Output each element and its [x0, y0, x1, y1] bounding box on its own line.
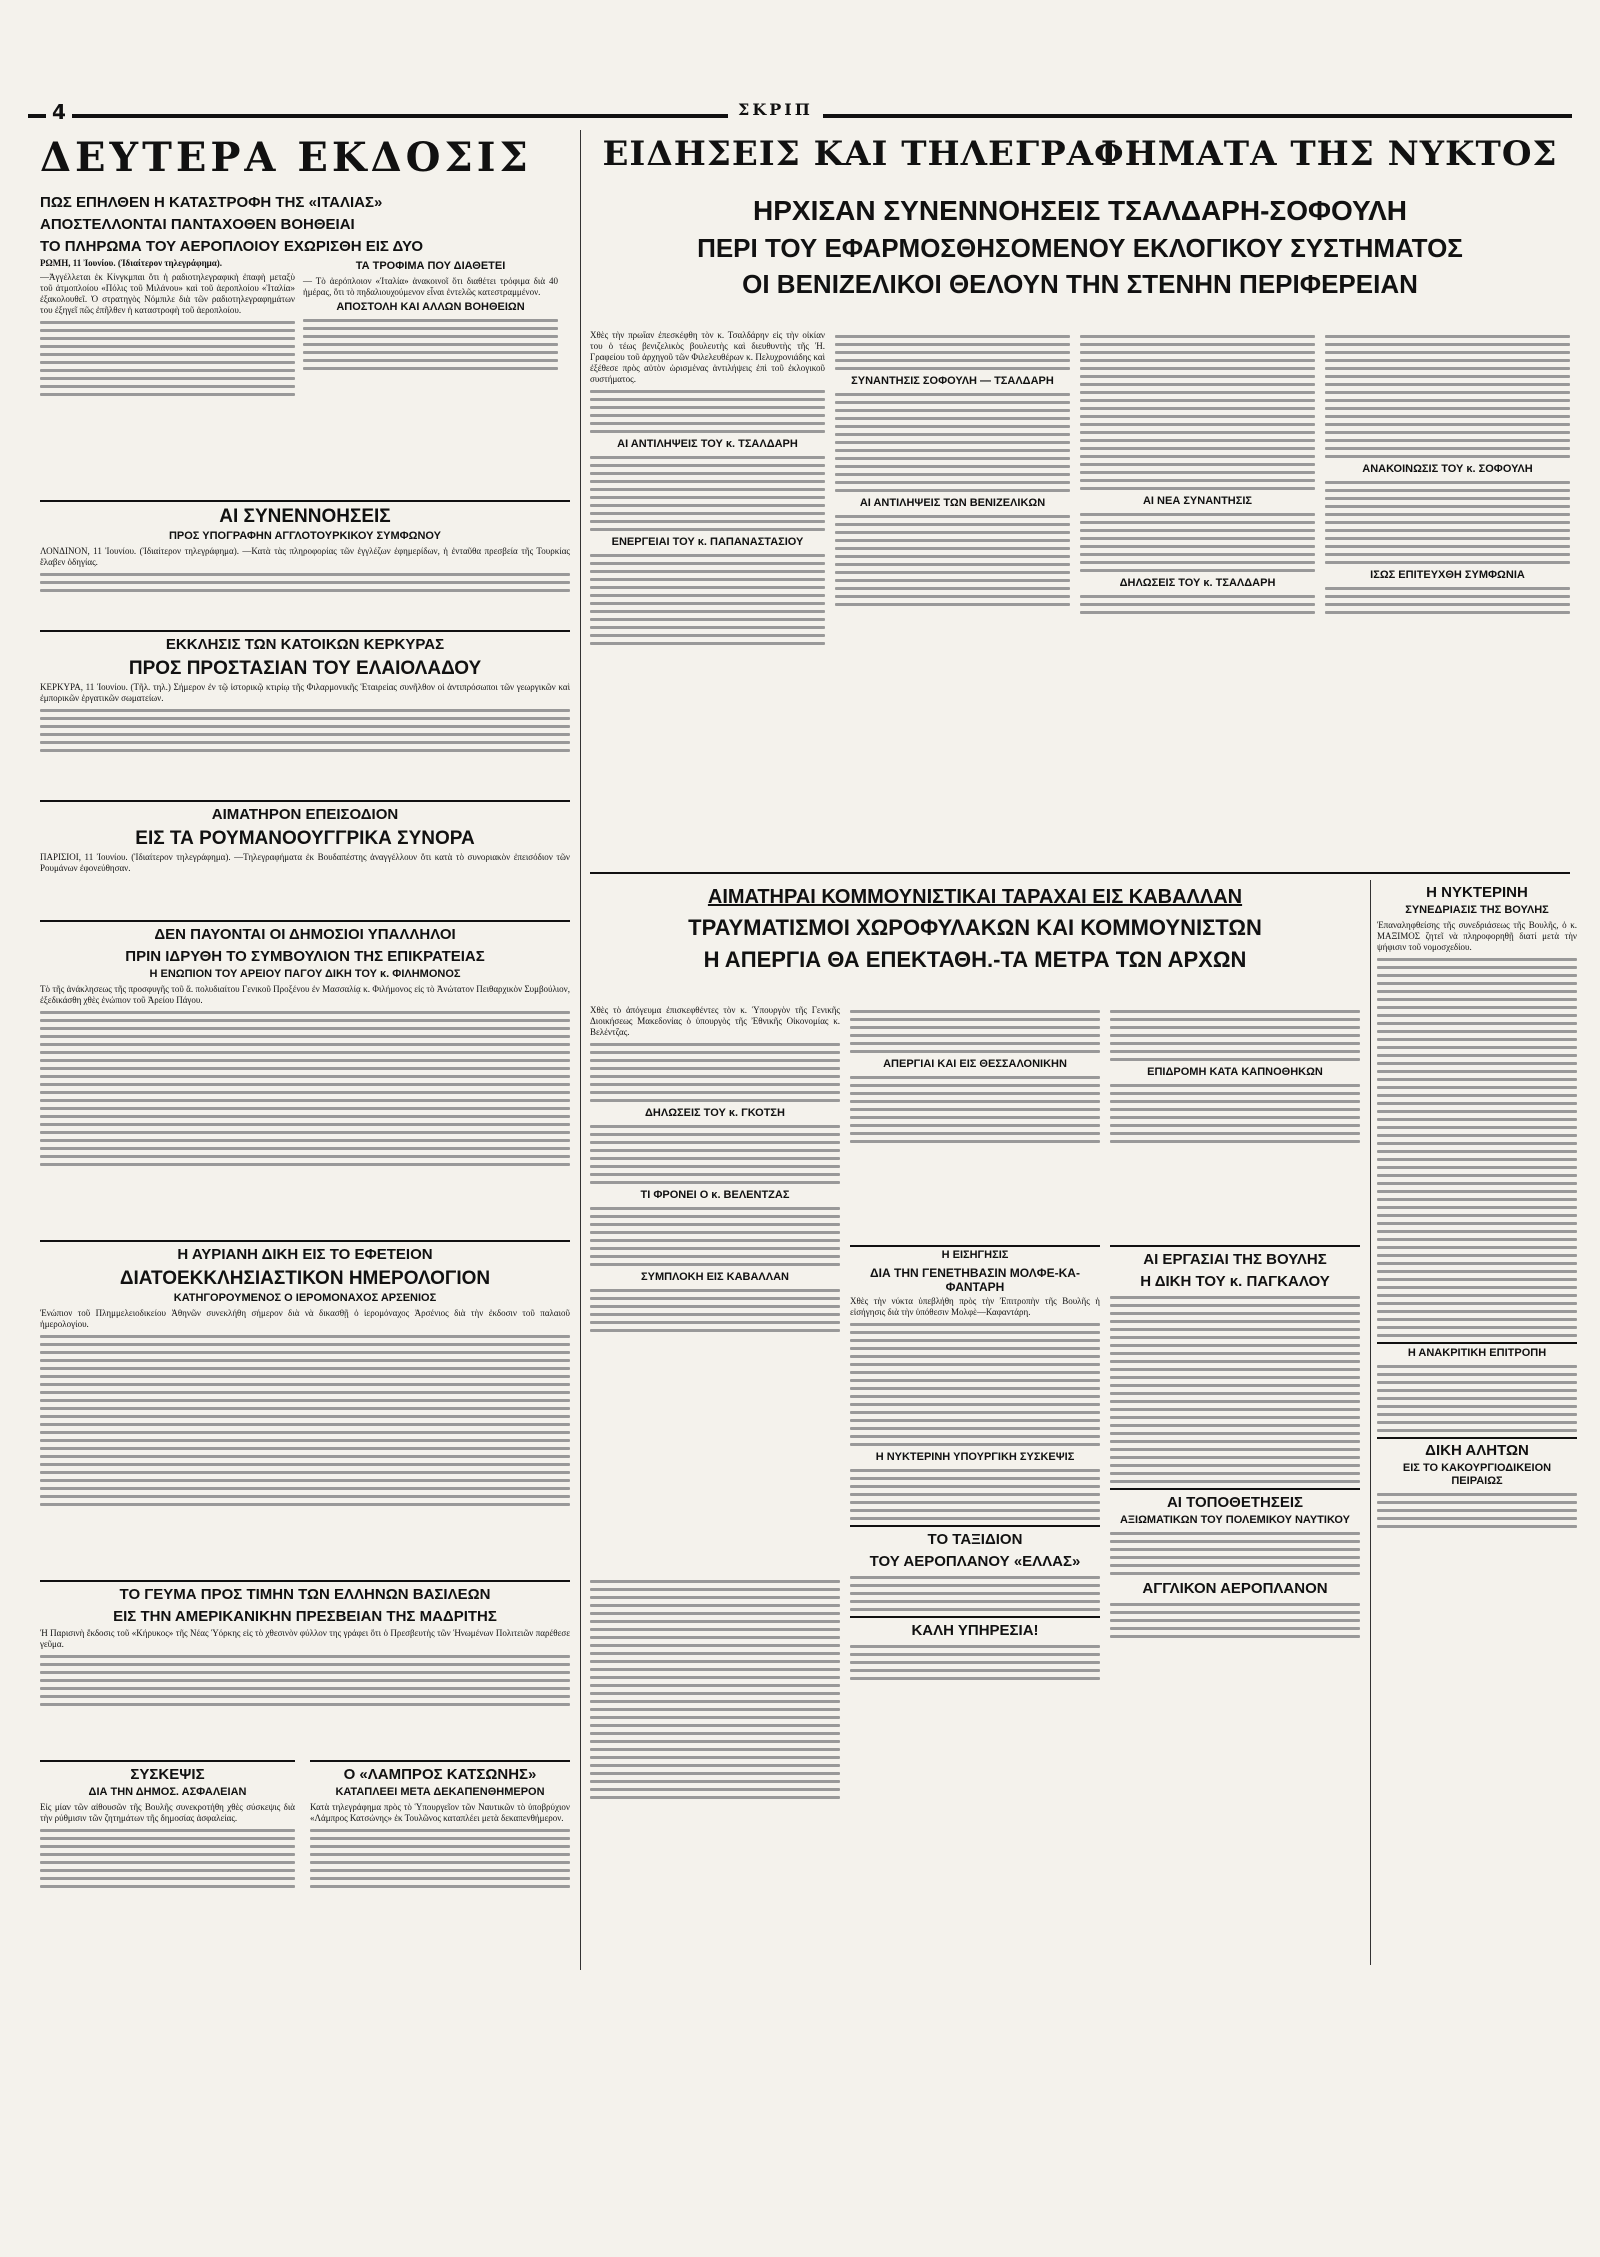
story-subhead: ΔΗΛΩΣΕΙΣ ΤΟΥ κ. ΤΣΑΛΔΑΡΗ [1119, 577, 1276, 589]
story-subhead: ΤΙ ΦΡΟΝΕΙ Ο κ. ΒΕΛΕΝΤΖΑΣ [640, 1189, 790, 1201]
text-filler [310, 1829, 570, 1888]
left-story-submarine [310, 1760, 570, 1962]
text-filler [590, 1043, 840, 1102]
story-headline: ΟΙ ΒΕΝΙΖΕΛΙΚΟΙ ΘΕΛΟΥΝ ΤΗΝ ΣΤΕΝΗΝ ΠΕΡΙΦΕΡΕΙΑΝ [742, 269, 1418, 299]
text-filler [590, 1289, 840, 1332]
story-headline: ΗΡΧΙΣΑΝ ΣΥΝΕΝΝΟΗΣΕΙΣ ΤΣΑΛΔΑΡΗ-ΣΟΦΟΥΛΗ [753, 195, 1407, 226]
story-subhead: ΔΙΑ ΤΗΝ ΔΗΜΟΣ. ΑΣΦΑΛΕΙΑΝ [88, 1786, 247, 1798]
story-subhead: Η ΕΙΣΗΓΗΣΙΣ [941, 1249, 1009, 1261]
story-headline: ΑΓΓΛΙΚΟΝ ΑΕΡΟΠΛΑΝΟΝ [1142, 1580, 1328, 1597]
text-filler [850, 1076, 1100, 1143]
story-headline: ΤΟΥ ΑΕΡΟΠΛΑΝΟΥ «ΕΛΛΑΣ» [869, 1553, 1081, 1570]
story-headline: Η ΝΥΚΤΕΡΙΝΗ [1426, 884, 1528, 901]
kavala-col1 [590, 1005, 840, 1565]
story-subhead: ΑΙ ΑΝΤΙΛΗΨΕΙΣ ΤΩΝ ΒΕΝΙΖΕΛΙΚΩΝ [859, 497, 1046, 509]
text-filler [40, 1829, 295, 1888]
story-headline: ΔΙΚΗ ΑΛΗΤΩΝ [1377, 1437, 1577, 1460]
story-subhead: ΚΑΤΑΠΛΕΕΙ ΜΕΤΑ ΔΕΚΑΠΕΝΘΗΜΕΡΟΝ [335, 1786, 545, 1798]
text-filler [1110, 1603, 1360, 1638]
story-headline: ΠΡΙΝ ΙΔΡΥΘΗ ΤΟ ΣΥΜΒΟΥΛΙΟΝ ΤΗΣ ΕΠΙΚΡΑΤΕΙΑΣ [125, 948, 485, 965]
story-headline: ΔΙΑ ΤΗΝ ΓΕΝΕΤΗΒΑΣΙΝ ΜΟΛΦΕ-ΚΑ-ΦΑΝΤΑΡΗ [870, 1266, 1080, 1294]
story-text: Τὸ τῆς ἀνάκλησεως τῆς προσφυγῆς τοῦ ἄ. πολυδιαίτου Γενικοῦ Προξένου ἐν Μασσαλίᾳ κ. Φιλήμονος εἰς τὸ Ἀνώτατον Πειθαρχικὸν Συμβούλιον, ἐξεδικάσθη χθὲς ἐνώπιον τοῦ Ἀρείου Πάγου. [40, 984, 570, 1005]
story-headline: ΔΕΝ ΠΑΥΟΝΤΑΙ ΟΙ ΔΗΜΟΣΙΟΙ ΥΠΑΛΛΗΛΟΙ [154, 926, 456, 943]
story-text: Εἰς μίαν τῶν αἰθουσῶν τῆς Βουλῆς συνεκροτήθη χθὲς σύσκεψις διὰ τὴν ρύθμισιν τῶν ζητημάτων τῆς δημοσίας ἀσφαλείας. [40, 1802, 295, 1823]
story-headline: ΤΡΑΥΜΑΤΙΣΜΟΙ ΧΩΡΟΦΥΛΑΚΩΝ ΚΑΙ ΚΟΜΜΟΥΝΙΣΤΩΝ [688, 915, 1262, 940]
story-headline: Ο «ΛΑΜΠΡΟΣ ΚΑΤΣΩΝΗΣ» [343, 1766, 537, 1783]
story-dateline: ΡΩΜΗ, 11 Ἰουνίου. (Ἰδιαίτερον τηλεγράφημα). [40, 258, 223, 268]
story-subhead: Η ΑΝΑΚΡΙΤΙΚΗ ΕΠΙΤΡΟΠΗ [1377, 1342, 1577, 1360]
story-headline: ΚΑΛΗ ΥΠΗΡΕΣΙΑ! [850, 1616, 1100, 1640]
story-text: Ἐνώπιον τοῦ Πλημμελειοδικείου Ἀθηνῶν συνεκλήθη σήμερον διὰ νὰ δικασθῇ ὁ ἱερομόναχος Ἀρσένιος διὰ τὴν ἐκδοσιν τοῦ παλαιοῦ ἡμερολογίου. [40, 1308, 570, 1329]
text-filler [1377, 958, 1577, 1337]
story-headline: Η ΔΙΚΗ ΤΟΥ κ. ΠΑΓΚΑΛΟΥ [1140, 1273, 1330, 1290]
story-subhead: ΣΥΝΕΔΡΙΑΣΙΣ ΤΗΣ ΒΟΥΛΗΣ [1405, 904, 1549, 916]
text-filler [590, 456, 825, 531]
text-filler [850, 1645, 1100, 1680]
story-headline: Η ΑΥΡΙΑΝΗ ΔΙΚΗ ΕΙΣ ΤΟ ΕΦΕΤΕΙΟΝ [177, 1246, 433, 1263]
story-text: Χθὲς τὴν πρωΐαν ἐπεσκέφθη τὸν κ. Τσαλδάρην εἰς τὴν οἰκίαν του ὁ τέως βενιζελικὸς βουλευτὴς καὶ διευθυντὴς τῆς Ἡ. Γραφείου τοῦ ἀρχηγοῦ τῶν Φιλελευθέρων κ. Πελυχρονιάδης καὶ ἐξέθεσε πρὸς αὐτὸν ὡρισμένας ἀντιλήψεις ἐπὶ τοῦ ἐκλογικοῦ συστήματος. [590, 330, 825, 384]
story-text: Ἐπαναληφθείσης τῆς συνεδριάσεως τῆς Βουλῆς, ὁ κ. ΜΑΞΙΜΟΣ ζητεῖ νὰ πληροφορηθῇ διατί μετὰ τὴν ψήφισιν τοῦ νομοσχεδίου. [1377, 920, 1577, 952]
text-filler [835, 393, 1070, 492]
left-story-madrid [40, 1580, 570, 1752]
column-divider [580, 130, 581, 1970]
kavala-col3 [1110, 1005, 1360, 1235]
text-filler [590, 1125, 840, 1184]
story-subhead: ΕΙΣ ΤΟ ΚΑΚΟΥΡΓΙΟΔΙΚΕΙΟΝ ΠΕΙΡΑΙΩΣ [1402, 1462, 1552, 1487]
masthead [28, 100, 1572, 126]
text-filler [1080, 595, 1315, 614]
right-lead-col1 [590, 330, 825, 860]
story-headline: ΕΚΚΛΗΣΙΣ ΤΩΝ ΚΑΤΟΙΚΩΝ ΚΕΡΚΥΡΑΣ [165, 636, 445, 653]
text-filler [40, 1335, 570, 1506]
story-headline: ΑΠΟΣΤΕΛΛΟΝΤΑΙ ΠΑΝΤΑΧΟΘΕΝ ΒΟΗΘΕΙΑΙ [40, 216, 355, 233]
story-text: ΚΕΡΚΥΡΑ, 11 Ἰουνίου. (Τῆλ. τηλ.) Σήμερον ἐν τῷ ἱστορικῷ κτιρίῳ τῆς Φιλαρμονικῆς Ἑταιρείας συνῆλθον οἱ ἀντιπρόσωποι τῶν γεωργικῶν καὶ ἐμπορικῶν ἐργατικῶν σωματείων. [40, 682, 570, 703]
text-filler [40, 573, 570, 592]
text-filler [40, 1655, 570, 1706]
story-subhead: ΑΠΕΡΓΙΑΙ ΚΑΙ ΕΙΣ ΘΕΣΣΑΛΟΝΙΚΗΝ [883, 1058, 1067, 1070]
story-text: —Ἀγγέλλεται ἐκ Κίνγκμπαι ὅτι ἡ ραδιοτηλεγραφικὴ ἐπαφὴ μεταξὺ τοῦ ἀτμοπλοίου «Πόλις τοῦ Μιλάνου» καὶ τοῦ ἀεροπλοίου «Ἰταλία» ἐξακολουθεῖ. Ὁ στρατηγὸς Νόμπιλε διὰ τῶν ραδιοτηλεγραφημάτων του ἐξηγεῖ πῶς ἐπῆλθεν ἡ καταστροφὴ τοῦ ἀεροπλοίου. [40, 272, 295, 315]
right-lead-col3 [1080, 330, 1315, 860]
story-subhead: ΑΞΙΩΜΑΤΙΚΩΝ ΤΟΥ ΠΟΛΕΜΙΚΟΥ ΝΑΥΤΙΚΟΥ [1119, 1514, 1350, 1526]
right-lead-col4 [1325, 330, 1570, 860]
text-filler [850, 1010, 1100, 1053]
story-subhead: ΚΑΤΗΓΟΡΟΥΜΕΝΟΣ Ο ΙΕΡΟΜΟΝΑΧΟΣ ΑΡΣΕΝΙΟΣ [173, 1292, 437, 1304]
story-headline: ΑΙ ΕΡΓΑΣΙΑΙ ΤΗΣ ΒΟΥΛΗΣ [1143, 1251, 1327, 1268]
text-filler [1325, 481, 1570, 564]
section-rule [590, 872, 1570, 874]
story-headline: ΠΕΡΙ ΤΟΥ ΕΦΑΡΜΟΣΘΗΣΟΜΕΝΟΥ ΕΚΛΟΓΙΚΟΥ ΣΥΣΤΗΜΑΤΟΣ [697, 233, 1463, 263]
story-subhead: ΔΗΛΩΣΕΙΣ ΤΟΥ κ. ΓΚΟΤΣΗ [645, 1107, 785, 1119]
story-headline: ΑΙΜΑΤΗΡΑΙ ΚΟΜΜΟΥΝΙΣΤΙΚΑΙ ΤΑΡΑΧΑΙ ΕΙΣ ΚΑΒΑΛΛΑΝ [707, 886, 1243, 908]
story-subhead: ΑΙ ΝΕΑ ΣΥΝΑΝΤΗΣΙΣ [1142, 495, 1253, 507]
story-text: — Τὸ ἀερόπλοιον «Ἰταλία» ἀνακοινοῖ ὅτι διαθέτει τρόφιμα διὰ 40 ἡμέρας, ὅτι τὸ πηδαλιουχούμενον εἶναι ἐντελῶς κατεστραμμένον. [303, 276, 558, 297]
text-filler [1325, 335, 1570, 458]
story-subhead: ΙΣΩΣ ΕΠΙΤΕΥΧΘΗ ΣΥΜΦΩΝΙΑ [1370, 569, 1525, 581]
right-lead-col2 [835, 330, 1070, 860]
text-filler [850, 1576, 1100, 1611]
page-number: 4 [46, 100, 72, 124]
story-text: Κατὰ τηλεγράφημα πρὸς τὸ Ὑπουργεῖον τῶν Ναυτικῶν τὸ ὑποβρύχιον «Λάμπρος Κατσώνης» ἐκ Τουλῶνος καταπλέει μετὰ δεκαπενθήμερον. [310, 1802, 570, 1823]
story-headline: ΔΙΑΤΟΕΚΚΛΗΣΙΑΣΤΙΚΟΝ ΗΜΕΡΟΛΟΓΙΟΝ [119, 1268, 491, 1289]
story-headline: ΤΟ ΤΑΞΙΔΙΟΝ [850, 1525, 1100, 1549]
story-subhead: ΠΡΟΣ ΥΠΟΓΡΑΦΗΝ ΑΓΓΛΟΤΟΥΡΚΙΚΟΥ ΣΥΜΦΩΝΟΥ [168, 530, 442, 542]
story-text: ΛΟΝΔΙΝΟΝ, 11 Ἰουνίου. (Ἰδιαίτερον τηλεγράφημα). —Κατὰ τὰς πληροφορίας τῶν ἐγγλέζων ἐφημερίδων, ἡ ἐνταῦθα πρεσβεία τῆς Τουρκίας ἔλαβεν ὁδηγίας. [40, 546, 570, 567]
text-filler [1110, 1010, 1360, 1061]
story-subhead: ΕΝΕΡΓΕΙΑΙ ΤΟΥ κ. ΠΑΠΑΝΑΣΤΑΣΙΟΥ [611, 536, 804, 548]
story-headline: ΑΙ ΣΥΝΕΝΝΟΗΣΕΙΣ [219, 506, 391, 527]
left-story-calendar [40, 1240, 570, 1572]
story-headline: ΕΙΣ ΤΗΝ ΑΜΕΡΙΚΑΝΙΚΗΝ ΠΡΕΣΒΕΙΑΝ ΤΗΣ ΜΑΔΡΙΤΗΣ [113, 1608, 497, 1625]
text-filler [835, 335, 1070, 370]
text-filler [590, 390, 825, 433]
text-filler [1377, 1365, 1577, 1432]
right-col3-lower [850, 1245, 1100, 1967]
story-subhead: ΣΥΜΠΛΟΚΗ ΕΙΣ ΚΑΒΑΛΛΑΝ [641, 1271, 789, 1283]
text-filler [850, 1469, 1100, 1520]
story-subhead: ΑΝΑΚΟΙΝΩΣΙΣ ΤΟΥ κ. ΣΟΦΟΥΛΗ [1362, 463, 1533, 475]
story-subhead: ΤΑ ΤΡΟΦΙΜΑ ΠΟΥ ΔΙΑΘΕΤΕΙ [355, 260, 506, 272]
story-headline: ΕΙΣ ΤΑ ΡΟΥΜΑΝΟΟΥΓΓΡΙΚΑ ΣΥΝΟΡΑ [135, 828, 475, 849]
paper-name: ΣΚΡΙΠ [728, 100, 823, 119]
text-filler [1080, 513, 1315, 572]
text-filler [40, 1011, 570, 1166]
text-filler [590, 554, 825, 645]
right-lead-headlines [590, 190, 1570, 320]
text-filler [590, 1207, 840, 1266]
story-subhead: Η ΕΝΩΠΙΟΝ ΤΟΥ ΑΡΕΙΟΥ ΠΑΓΟΥ ΔΙΚΗ ΤΟΥ κ. ΦΙΛΗΜΟΝΟΣ [149, 968, 461, 980]
story-headline: ΤΟ ΠΛΗΡΩΜΑ ΤΟΥ ΑΕΡΟΠΛΟΙΟΥ ΕΧΩΡΙΣΘΗ ΕΙΣ ΔΥΟ [40, 238, 424, 255]
story-headline: ΠΡΟΣ ΠΡΟΣΤΑΣΙΑΝ ΤΟΥ ΕΛΑΙΟΛΑΔΟΥ [128, 658, 482, 679]
text-filler [303, 319, 558, 370]
story-subhead: Η ΝΥΚΤΕΡΙΝΗ ΥΠΟΥΡΓΙΚΗ ΣΥΣΚΕΨΙΣ [875, 1451, 1075, 1463]
text-filler [1110, 1532, 1360, 1575]
story-text: Ἡ Παρισινὴ ἔκδοσις τοῦ «Κήρυκος» τῆς Νέας Ὑόρκης εἰς τὸ χθεσινὸν φύλλον της γράφει ὅτι ὁ Πρεσβευτὴς τῶν Ἡνωμένων Πολιτειῶν παρέθεσε γεῦμα. [40, 1628, 570, 1649]
story-headline: ΣΥΣΚΕΨΙΣ [130, 1766, 205, 1783]
left-story-italia [40, 190, 570, 490]
kavala-col1-continued [590, 1575, 840, 1965]
text-filler [1377, 1493, 1577, 1528]
left-story-corfu [40, 630, 570, 792]
text-filler [590, 1580, 840, 1799]
left-story-border [40, 800, 570, 912]
right-col4-middle [1110, 1245, 1360, 1967]
story-headline: ΤΟ ΓΕΥΜΑ ΠΡΟΣ ΤΙΜΗΝ ΤΩΝ ΕΛΛΗΝΩΝ ΒΑΣΙΛΕΩΝ [119, 1586, 491, 1603]
story-headline: ΠΩΣ ΕΠΗΛΘΕΝ Η ΚΑΤΑΣΤΡΟΦΗ ΤΗΣ «ΙΤΑΛΙΑΣ» [40, 194, 383, 211]
newspaper-page [28, 30, 1577, 2230]
text-filler [850, 1323, 1100, 1446]
story-text: ΠΑΡΙΣΙΟΙ, 11 Ἰουνίου. (Ἰδιαίτερον τηλεγράφημα). —Τηλεγραφήματα ἐκ Βουδαπέστης ἀναγγέλλουν ὅτι κατὰ τὸ συνοριακὸν ἐπεισόδιον τῶν Ρουμάνων ἐφονεύθησαν. [40, 852, 570, 873]
text-filler [1110, 1296, 1360, 1483]
right-main-title: ΕΙΔΗΣΕΙΣ ΚΑΙ ΤΗΛΕΓΡΑΦΗΜΑΤΑ ΤΗΣ ΝΥΚΤΟΣ [602, 134, 1558, 174]
text-filler [835, 515, 1070, 606]
left-story-officials [40, 920, 570, 1232]
story-subhead: ΑΙ ΑΝΤΙΛΗΨΕΙΣ ΤΟΥ κ. ΤΣΑΛΔΑΡΗ [617, 438, 798, 450]
left-main-title: ΔΕΥΤΕΡΑ ΕΚΔΟΣΙΣ [40, 134, 532, 181]
kavala-headlines [590, 880, 1360, 995]
story-headline: ΑΙ ΤΟΠΟΘΕΤΗΣΕΙΣ [1110, 1488, 1360, 1512]
text-filler [1080, 335, 1315, 490]
left-story-security [40, 1760, 295, 1962]
story-text: Χθὲς τὸ ἀπόγευμα ἐπισκεφθέντες τὸν κ. Ὑπουργὸν τῆς Γενικῆς Διοικήσεως Μακεδονίας ὁ ὑπουργὸς τῆς Ἐθνικῆς Οἰκονομίας κ. Βελέντζας. [590, 1005, 840, 1037]
right-col-far [1370, 880, 1577, 1965]
story-subhead: ΑΠΟΣΤΟΛΗ ΚΑΙ ΑΛΛΩΝ ΒΟΗΘΕΙΩΝ [336, 301, 525, 313]
story-headline: ΑΙΜΑΤΗΡΟΝ ΕΠΕΙΣΟΔΙΟΝ [211, 806, 399, 823]
text-filler [1110, 1084, 1360, 1143]
text-filler [1325, 587, 1570, 614]
story-subhead: ΕΠΙΔΡΟΜΗ ΚΑΤΑ ΚΑΠΝΟΘΗΚΩΝ [1147, 1066, 1323, 1078]
story-headline: Η ΑΠΕΡΓΙΑ ΘΑ ΕΠΕΚΤΑΘΗ.-ΤΑ ΜΕΤΡΑ ΤΩΝ ΑΡΧΩΝ [703, 947, 1247, 972]
text-filler [40, 321, 295, 396]
left-story-agreements [40, 500, 570, 622]
story-subhead: ΣΥΝΑΝΤΗΣΙΣ ΣΟΦΟΥΛΗ — ΤΣΑΛΔΑΡΗ [851, 375, 1054, 387]
kavala-col2 [850, 1005, 1100, 1235]
text-filler [40, 709, 570, 752]
story-text: Χθὲς τὴν νύκτα ὑπεβλήθη πρὸς τὴν Ἐπιτροπὴν τῆς Βουλῆς ἡ εἰσήγησις διὰ τὴν ὑπόθεσιν Μολφὲ—Καφαντάρη. [850, 1296, 1100, 1317]
